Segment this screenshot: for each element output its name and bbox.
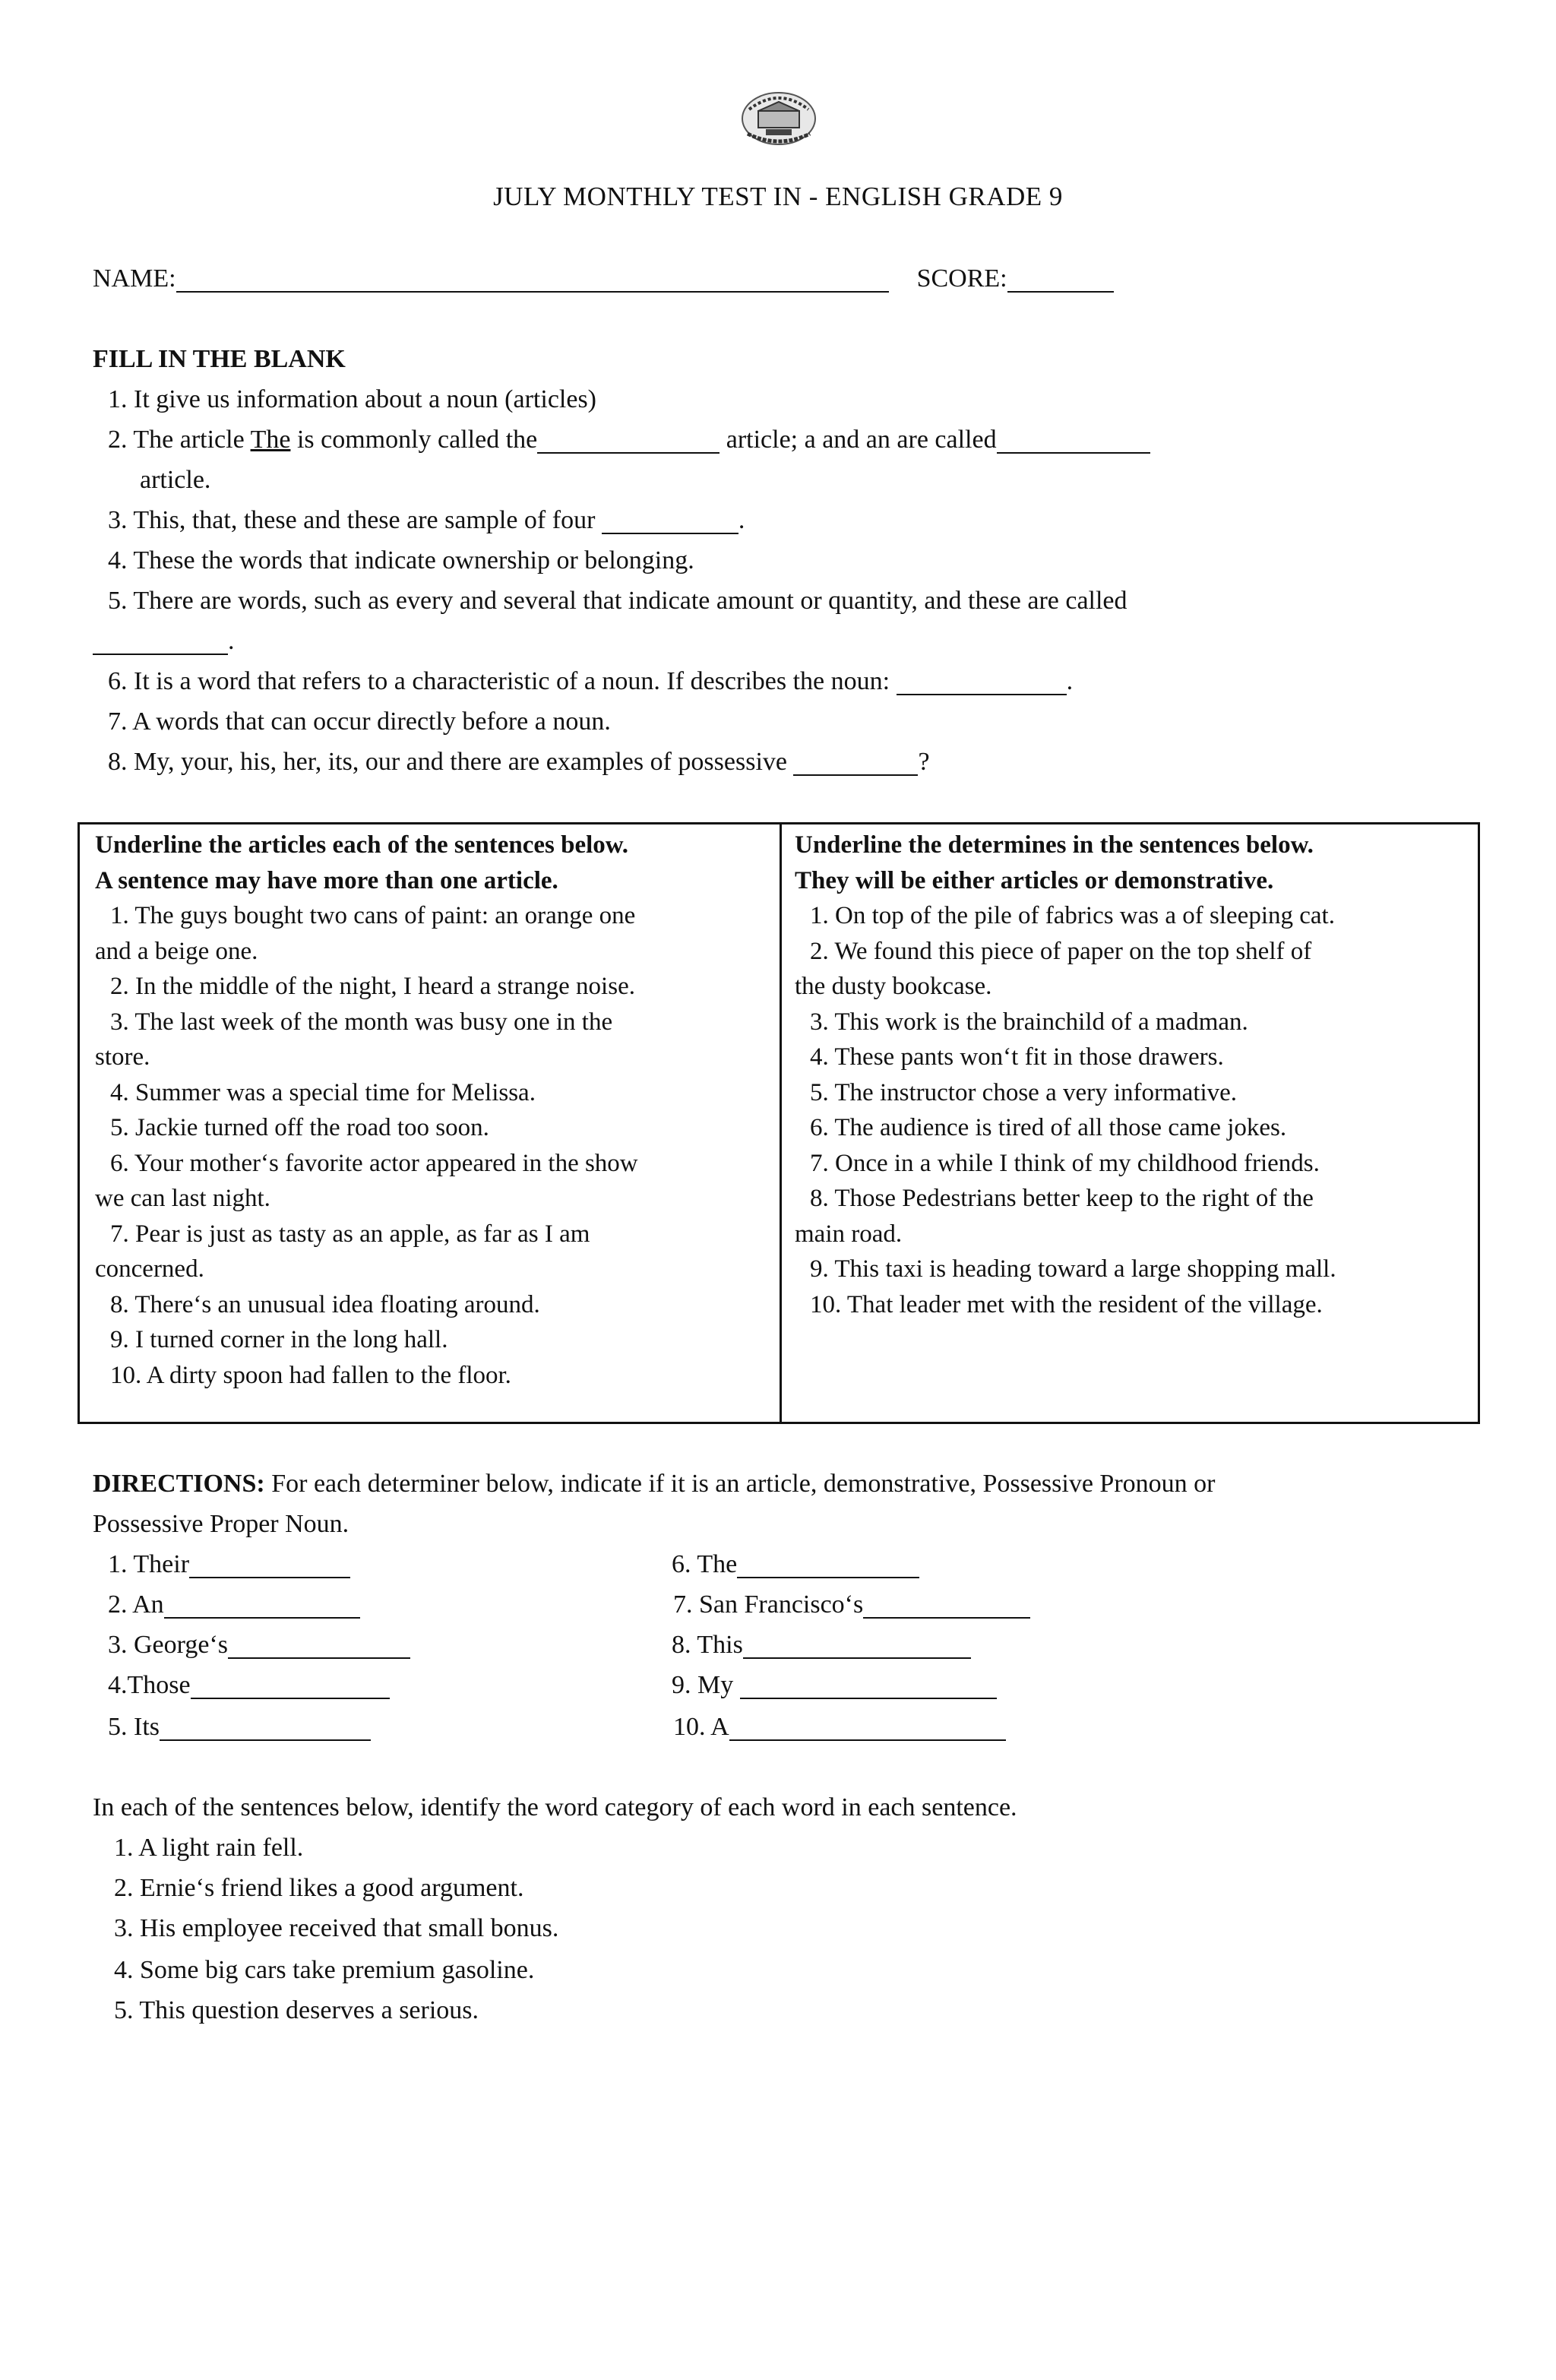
fib-question-1: 1. It give us information about a noun (articles) xyxy=(108,385,596,413)
fib-q2-blank-2[interactable] xyxy=(997,423,1150,454)
fib-question-8 xyxy=(108,742,930,782)
determiner-label: 6. The xyxy=(672,1550,738,1578)
test-title: JULY MONTHLY TEST IN - ENGLISH GRADE 9 xyxy=(493,182,1063,211)
determiner-item xyxy=(108,1665,390,1705)
score-label: SCORE: xyxy=(916,264,1007,293)
fib-q2-underlined-the: The xyxy=(250,426,291,454)
determiner-item xyxy=(108,1625,410,1665)
fib-q2-text: 2. The article xyxy=(108,426,251,454)
fib-question-5-continued xyxy=(93,621,235,661)
articles-line: 9. I turned corner in the long hall. xyxy=(110,1326,448,1353)
determiners-line: 10. That leader met with the resident of the village. xyxy=(810,1290,1323,1318)
articles-heading-1: Underline the articles each of the sentences below. xyxy=(95,831,629,859)
underline-exercise-box xyxy=(77,822,1480,1424)
fib-q5-blank[interactable] xyxy=(93,625,228,655)
fib-q2-blank-1[interactable] xyxy=(537,423,719,454)
fib-q8-text: 8. My, your, his, her, its, our and there are examples of possessive xyxy=(108,748,794,776)
fib-q6-end: . xyxy=(1066,667,1074,695)
word-category-item: 3. His employee received that small bonus. xyxy=(114,1914,559,1942)
determiners-line: 5. The instructor chose a very informative. xyxy=(810,1078,1238,1106)
fib-question-2-continued: article. xyxy=(140,466,211,494)
determiner-item xyxy=(672,1544,919,1584)
determiner-answer-blank[interactable] xyxy=(863,1588,1030,1619)
determiner-label: 8. This xyxy=(672,1631,743,1659)
name-label: NAME: xyxy=(93,264,176,293)
determiner-answer-blank[interactable] xyxy=(737,1548,919,1578)
determiners-line: 8. Those Pedestrians better keep to the right of the xyxy=(810,1185,1314,1212)
fib-q8-blank[interactable] xyxy=(793,745,918,776)
determiners-line: 1. On top of the pile of fabrics was a of sleeping cat. xyxy=(810,902,1335,929)
fib-q2-text-b: is commonly called the xyxy=(290,426,538,454)
determiners-line: 7. Once in a while I think of my childhood friends. xyxy=(810,1149,1320,1177)
determiners-heading-2: They will be either articles or demonstrative. xyxy=(795,866,1274,894)
directions-line-1 xyxy=(93,1464,1215,1504)
articles-heading-2: A sentence may have more than one article. xyxy=(95,866,558,894)
articles-column xyxy=(95,828,764,1393)
determiner-label: 10. A xyxy=(673,1713,729,1741)
articles-line: 3. The last week of the month was busy one in the xyxy=(110,1008,613,1036)
word-category-item: 1. A light rain fell. xyxy=(114,1834,304,1862)
fib-question-6 xyxy=(108,661,1073,701)
fib-question-5: 5. There are words, such as every and several that indicate amount or quantity, and these are called xyxy=(108,587,1127,615)
articles-line: and a beige one. xyxy=(95,937,258,965)
fill-in-blank-heading: FILL IN THE BLANK xyxy=(93,345,346,373)
determiners-line: 3. This work is the brainchild of a madman. xyxy=(810,1008,1248,1036)
fib-q3-blank[interactable] xyxy=(602,504,738,534)
fib-q3-text: 3. This, that, these and these are sample of four xyxy=(108,506,602,534)
articles-line: 5. Jackie turned off the road too soon. xyxy=(110,1114,489,1141)
determiner-label: 1. Their xyxy=(108,1550,190,1578)
articles-line: 7. Pear is just as tasty as an apple, as far as I am xyxy=(110,1220,590,1248)
fib-question-7: 7. A words that can occur directly before a noun. xyxy=(108,707,611,736)
directions-line-2: Possessive Proper Noun. xyxy=(93,1510,349,1538)
determiner-answer-blank[interactable] xyxy=(160,1711,371,1741)
name-field[interactable] xyxy=(176,262,889,293)
articles-line: concerned. xyxy=(95,1255,204,1283)
fib-q5-end: . xyxy=(228,627,235,655)
determiners-column xyxy=(795,828,1463,1322)
fib-q3-end: . xyxy=(738,506,745,534)
determiner-label: 4.Those xyxy=(108,1671,191,1699)
determiner-label: 7. San Francisco‘s xyxy=(673,1590,864,1619)
determiners-line: main road. xyxy=(795,1220,903,1248)
determiner-answer-blank[interactable] xyxy=(189,1548,350,1578)
box-column-divider xyxy=(780,824,782,1422)
articles-line: we can last night. xyxy=(95,1185,270,1212)
determiner-label: 9. My xyxy=(672,1671,740,1699)
word-category-intro: In each of the sentences below, identify the word category of each word in each sentence. xyxy=(93,1793,1017,1821)
determiners-heading-1: Underline the determines in the sentences below. xyxy=(795,831,1314,859)
score-field[interactable] xyxy=(1007,262,1114,293)
determiners-line: 2. We found this piece of paper on the top shelf of xyxy=(810,937,1312,965)
determiners-line: the dusty bookcase. xyxy=(795,973,992,1000)
determiner-item xyxy=(108,1707,371,1747)
fib-q6-text: 6. It is a word that refers to a characteristic of a noun. If describes the noun: xyxy=(108,667,897,695)
determiners-line: 4. These pants won‘t fit in those drawers. xyxy=(810,1043,1224,1071)
determiner-answer-blank[interactable] xyxy=(743,1628,971,1659)
determiner-label: 5. Its xyxy=(108,1713,160,1741)
fib-question-4: 4. These the words that indicate ownership or belonging. xyxy=(108,546,694,574)
articles-line: store. xyxy=(95,1043,150,1071)
articles-line: 6. Your mother‘s favorite actor appeared in the show xyxy=(110,1149,638,1177)
determiner-item xyxy=(673,1707,1006,1747)
determiner-item xyxy=(108,1584,360,1625)
determiners-line: 9. This taxi is heading toward a large shopping mall. xyxy=(810,1255,1336,1283)
fib-question-3 xyxy=(108,500,745,540)
articles-line: 2. In the middle of the night, I heard a strange noise. xyxy=(110,973,635,1000)
word-category-item: 5. This question deserves a serious. xyxy=(114,1996,479,2024)
fib-question-2 xyxy=(108,419,1150,460)
fib-q8-end: ? xyxy=(918,748,930,776)
articles-line: 8. There‘s an unusual idea floating around. xyxy=(110,1290,540,1318)
determiner-item xyxy=(672,1665,997,1705)
determiner-label: 3. George‘s xyxy=(108,1631,228,1659)
determiner-label: 2. An xyxy=(108,1590,164,1619)
directions-text: For each determiner below, indicate if it is an article, demonstrative, Possessive Pronoun or xyxy=(264,1470,1216,1498)
articles-line: 10. A dirty spoon had fallen to the floor. xyxy=(110,1361,511,1389)
word-category-item: 2. Ernie‘s friend likes a good argument. xyxy=(114,1874,524,1902)
determiner-answer-blank[interactable] xyxy=(164,1588,360,1619)
determiner-answer-blank[interactable] xyxy=(228,1628,410,1659)
name-score-line xyxy=(93,258,1114,299)
school-seal-logo xyxy=(735,87,822,150)
determiner-item xyxy=(673,1584,1030,1625)
fib-q6-blank[interactable] xyxy=(897,665,1067,695)
determiner-answer-blank[interactable] xyxy=(740,1669,997,1699)
articles-line: 4. Summer was a special time for Melissa. xyxy=(110,1078,536,1106)
determiner-item xyxy=(672,1625,971,1665)
determiner-answer-blank[interactable] xyxy=(729,1711,1006,1741)
articles-line: 1. The guys bought two cans of paint: an orange one xyxy=(110,902,636,929)
fib-q2-text-c: article; a and an are called xyxy=(719,426,997,454)
word-category-item: 4. Some big cars take premium gasoline. xyxy=(114,1956,535,1984)
directions-label: DIRECTIONS: xyxy=(93,1470,265,1498)
determiners-line: 6. The audience is tired of all those came jokes. xyxy=(810,1114,1287,1141)
determiner-item xyxy=(108,1544,350,1584)
determiner-answer-blank[interactable] xyxy=(191,1669,390,1699)
